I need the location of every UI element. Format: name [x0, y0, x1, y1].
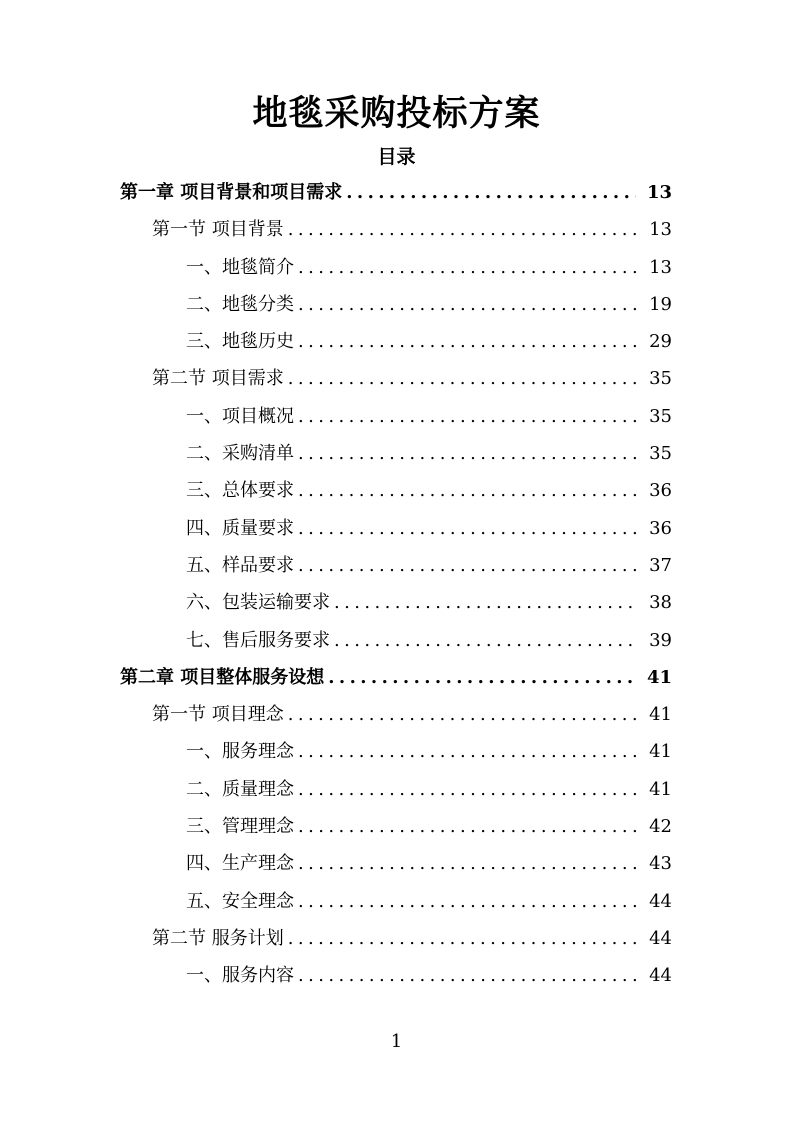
toc-entry-label: 第一章 项目背景和项目需求: [120, 182, 343, 203]
toc-dot-leader: [288, 360, 636, 397]
toc-entry[interactable]: [0, 696, 793, 733]
toc-dot-leader: [298, 771, 636, 808]
toc-dot-leader: [298, 286, 636, 323]
toc-dot-leader: [298, 510, 636, 547]
toc-entry-page: 29: [649, 331, 672, 353]
toc-entry[interactable]: [0, 883, 793, 920]
toc-entry[interactable]: [0, 957, 793, 994]
toc-entry[interactable]: [0, 510, 793, 547]
toc-heading: 目录: [377, 146, 416, 168]
toc-entry-label: 第一节 项目理念: [152, 704, 284, 726]
toc-entry-label: 第二章 项目整体服务设想: [120, 666, 325, 688]
toc-dot-leader: [288, 920, 636, 957]
toc-entry-page: 43: [649, 853, 672, 875]
toc-entry-page: 35: [649, 368, 672, 390]
toc-entry-label: 一、项目概况: [186, 405, 294, 427]
toc-entry-page: 41: [649, 704, 672, 726]
toc-entry-page: 19: [649, 293, 672, 315]
toc-entry[interactable]: [0, 323, 793, 360]
toc-entry[interactable]: [0, 845, 793, 882]
toc-entry-page: 41: [649, 741, 672, 763]
toc-entry-label: 第二节 项目需求: [152, 368, 284, 390]
toc-dot-leader: [298, 435, 636, 472]
toc-entry-page: 44: [649, 965, 672, 987]
toc-dot-leader: [298, 323, 636, 360]
toc-entry-page: 39: [649, 629, 672, 651]
toc-entry-page: 44: [649, 927, 672, 949]
toc-entry-page: 41: [646, 666, 672, 688]
toc-dot-leader: [334, 584, 636, 621]
toc-entry[interactable]: [0, 211, 793, 248]
toc-entry-page: 35: [649, 405, 672, 427]
toc-entry[interactable]: [0, 174, 793, 211]
toc-entry[interactable]: [0, 771, 793, 808]
toc-entry-label: 第一节 项目背景: [152, 219, 284, 241]
toc-entry-label: 三、管理理念: [186, 816, 294, 838]
toc-dot-leader: [328, 659, 636, 696]
toc-entry-label: 四、生产理念: [186, 853, 294, 875]
toc-dot-leader: [298, 957, 636, 994]
toc-entry-page: 13: [649, 219, 672, 241]
toc-entry[interactable]: [0, 622, 793, 659]
toc-dot-leader: [298, 845, 636, 882]
toc-entry-page: 42: [649, 816, 672, 838]
toc-entry-page: 41: [649, 778, 672, 800]
table-of-contents: [0, 174, 793, 995]
toc-entry-page: 37: [649, 554, 672, 576]
toc-dot-leader: [298, 733, 636, 770]
toc-entry-label: 二、质量理念: [186, 778, 294, 800]
toc-dot-leader: [288, 211, 636, 248]
toc-entry-page: 36: [649, 480, 672, 502]
toc-entry-page: 35: [649, 443, 672, 465]
toc-dot-leader: [298, 398, 636, 435]
toc-entry-page: 44: [649, 890, 672, 912]
toc-entry-label: 二、采购清单: [186, 443, 294, 465]
toc-entry[interactable]: [0, 547, 793, 584]
toc-entry[interactable]: [0, 808, 793, 845]
document-title: 地毯采购投标方案: [252, 93, 541, 134]
toc-entry-label: 一、服务内容: [186, 965, 294, 987]
toc-entry-label: 二、地毯分类: [186, 293, 294, 315]
page-number: 1: [390, 1031, 403, 1052]
toc-entry[interactable]: [0, 435, 793, 472]
toc-entry[interactable]: [0, 733, 793, 770]
toc-entry-label: 五、样品要求: [186, 554, 294, 576]
toc-entry-label: 七、售后服务要求: [186, 629, 330, 651]
toc-entry-label: 第二节 服务计划: [152, 927, 284, 949]
toc-entry[interactable]: [0, 249, 793, 286]
toc-entry-label: 一、地毯简介: [186, 256, 294, 278]
toc-dot-leader: [298, 249, 636, 286]
toc-entry-label: 三、总体要求: [186, 480, 294, 502]
toc-entry-label: 四、质量要求: [186, 517, 294, 539]
toc-dot-leader: [346, 174, 636, 211]
toc-entry-label: 一、服务理念: [186, 741, 294, 763]
toc-entry[interactable]: [0, 360, 793, 397]
toc-entry[interactable]: [0, 472, 793, 509]
toc-entry[interactable]: [0, 286, 793, 323]
toc-dot-leader: [334, 622, 636, 659]
toc-entry-label: 五、安全理念: [186, 890, 294, 912]
toc-dot-leader: [298, 883, 636, 920]
toc-entry-page: 36: [649, 517, 672, 539]
toc-dot-leader: [298, 547, 636, 584]
toc-entry[interactable]: [0, 584, 793, 621]
toc-dot-leader: [288, 696, 636, 733]
toc-entry-page: 13: [646, 182, 672, 203]
toc-entry-page: 38: [649, 592, 672, 614]
toc-entry-page: 13: [649, 256, 672, 278]
toc-dot-leader: [298, 472, 636, 509]
toc-entry[interactable]: [0, 659, 793, 696]
toc-entry[interactable]: [0, 920, 793, 957]
toc-entry[interactable]: [0, 398, 793, 435]
toc-dot-leader: [298, 808, 636, 845]
toc-entry-label: 三、地毯历史: [186, 331, 294, 353]
toc-entry-label: 六、包装运输要求: [186, 592, 330, 614]
